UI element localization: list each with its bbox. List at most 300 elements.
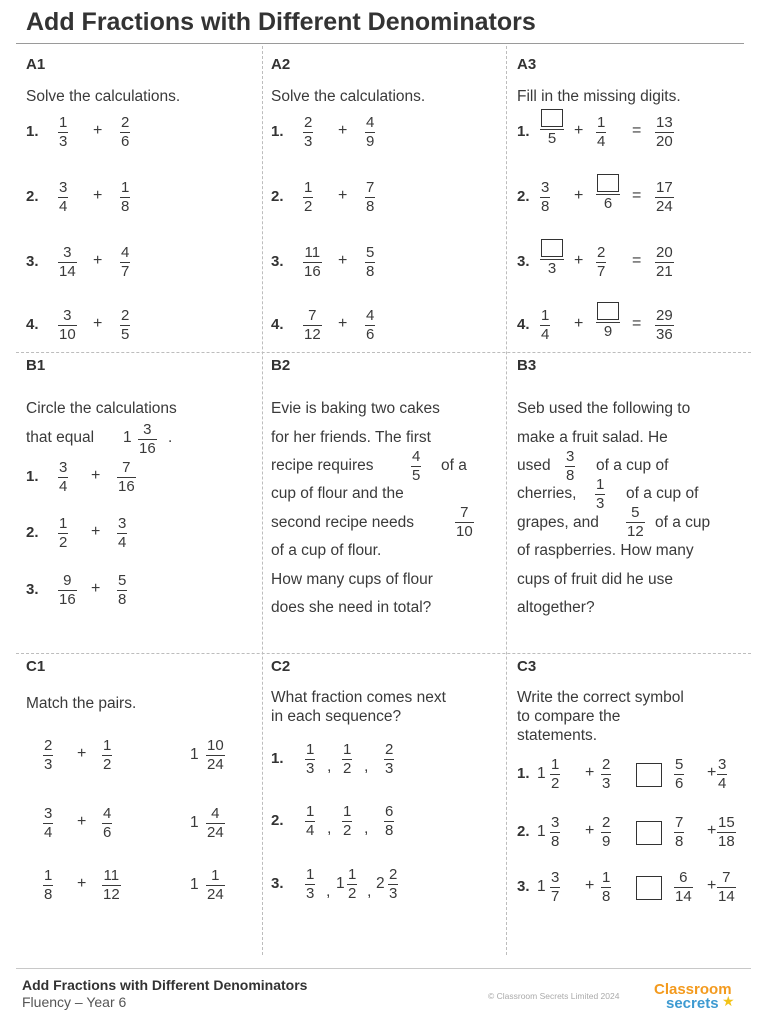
fraction-a	[58, 245, 77, 280]
denominator: 24	[207, 886, 224, 903]
whole-number: 1	[537, 765, 546, 782]
question-number: 1.	[517, 765, 530, 782]
fraction-a	[550, 757, 560, 792]
denominator: 7	[551, 888, 560, 905]
whole-number: 1	[190, 814, 199, 831]
plus-sign: +	[338, 315, 348, 332]
plus-sign: +	[91, 580, 101, 597]
fraction-c	[674, 757, 684, 792]
fraction-d	[717, 870, 736, 905]
numerator: 1	[304, 179, 313, 196]
whole-number: 1	[537, 878, 546, 895]
fraction-b	[601, 870, 611, 905]
instruction-c3: Write the correct symbol	[517, 689, 684, 706]
b3-text-line: cups of fruit did he use	[517, 571, 673, 588]
denominator: 2	[348, 885, 357, 902]
numerator: 2	[385, 741, 394, 758]
numerator: 1	[541, 307, 550, 324]
comma: ,	[326, 883, 331, 900]
numerator: 3	[44, 805, 53, 822]
denominator: 6	[121, 133, 130, 150]
inline-fraction	[411, 449, 421, 484]
section-label-b2: B2	[271, 357, 291, 374]
numerator: 3	[59, 179, 68, 196]
instruction-a3: Fill in the missing digits.	[517, 88, 681, 105]
denominator: 12	[103, 886, 120, 903]
match-left-fraction-a	[43, 868, 53, 903]
denominator: 16	[118, 478, 135, 495]
denominator: 2	[59, 534, 68, 551]
question-number: 4.	[517, 316, 530, 333]
denominator: 16	[304, 263, 321, 280]
comma: ,	[327, 758, 332, 775]
whole-number: 2	[376, 875, 385, 892]
sequence-term-2	[342, 742, 352, 777]
match-left-fraction-b	[102, 806, 112, 841]
denominator: 8	[44, 886, 53, 903]
instruction-c1: Match the pairs.	[26, 695, 137, 712]
fraction-b	[596, 174, 620, 212]
question-number: 2.	[26, 524, 39, 541]
b3-text-line: cherries,	[517, 485, 577, 502]
equals-sign: =	[632, 122, 642, 139]
column-divider-1	[262, 46, 263, 955]
fraction-a	[58, 573, 77, 608]
denominator: 8	[118, 591, 127, 608]
match-right-fraction	[206, 806, 225, 841]
missing-digit-box[interactable]	[596, 174, 620, 194]
numerator: 1	[103, 737, 112, 754]
section-label-a1: A1	[26, 56, 46, 73]
denominator: 4	[59, 198, 68, 215]
numerator: 2	[602, 814, 611, 831]
denominator: 3	[304, 133, 313, 150]
comma: ,	[367, 883, 372, 900]
b1-text-line: Circle the calculations	[26, 400, 177, 417]
section-label-a2: A2	[271, 56, 291, 73]
fraction-a	[303, 308, 322, 343]
numerator: 1	[121, 179, 130, 196]
numerator: 1	[44, 867, 53, 884]
fraction-result	[655, 308, 674, 343]
period: .	[168, 429, 173, 446]
numerator: 5	[118, 572, 127, 589]
numerator: 1	[306, 866, 315, 883]
numerator: 29	[656, 307, 673, 324]
denominator: 8	[602, 888, 611, 905]
fraction-a	[550, 815, 560, 850]
b2-text-line: of a	[441, 457, 467, 474]
numerator: 15	[718, 814, 735, 831]
instruction-a2: Solve the calculations.	[271, 88, 426, 105]
comma: ,	[327, 820, 332, 837]
fraction-a	[303, 180, 313, 215]
denominator: 8	[675, 833, 684, 850]
denominator: 7	[597, 263, 606, 280]
column-divider-2	[506, 46, 507, 955]
numerator: 2	[44, 737, 53, 754]
b3-text-line: altogether?	[517, 599, 595, 616]
fraction-b	[120, 245, 130, 280]
denominator: 4	[59, 478, 68, 495]
row-divider-2	[16, 653, 751, 654]
question-number: 3.	[271, 253, 284, 270]
instruction-a1: Solve the calculations.	[26, 88, 181, 105]
numerator: 5	[366, 244, 375, 261]
instruction-c3: to compare the	[517, 708, 621, 725]
numerator: 1	[343, 741, 352, 758]
numerator: 4	[121, 244, 130, 261]
equals-sign: =	[632, 315, 642, 332]
logo-line-2: secrets	[666, 995, 719, 1012]
plus-sign: +	[91, 523, 101, 540]
fraction-c	[674, 815, 684, 850]
denominator: 9	[366, 133, 375, 150]
numerator: 7	[122, 459, 131, 476]
numerator: 5	[675, 756, 684, 773]
denominator: 8	[385, 822, 394, 839]
page-title: Add Fractions with Different Denominators	[26, 8, 536, 36]
answer-box[interactable]	[597, 302, 619, 320]
denominator: 3	[44, 756, 53, 773]
plus-sign: +	[338, 187, 348, 204]
denominator: 4	[306, 822, 315, 839]
numerator: 1	[596, 476, 605, 493]
footer-divider	[16, 968, 751, 969]
numerator: 3	[63, 307, 72, 324]
b2-text-line: How many cups of flour	[271, 571, 433, 588]
b3-text-line: used	[517, 457, 551, 474]
plus-sign: +	[77, 745, 87, 762]
denominator: 2	[551, 775, 560, 792]
denominator: 3	[602, 775, 611, 792]
question-number: 3.	[517, 253, 530, 270]
sequence-term-3	[388, 867, 398, 902]
answer-box[interactable]	[541, 109, 563, 127]
question-number: 3.	[271, 875, 284, 892]
numerator: 7	[460, 504, 469, 521]
match-left-fraction-b	[102, 738, 112, 773]
section-label-c2: C2	[271, 658, 291, 675]
plus-sign: +	[585, 764, 595, 781]
inline-fraction	[565, 449, 575, 484]
denominator: 8	[121, 198, 130, 215]
numerator: 3	[63, 244, 72, 261]
comma: ,	[364, 820, 369, 837]
fraction-b	[596, 245, 606, 280]
numerator: 4	[366, 307, 375, 324]
denominator: 3	[306, 885, 315, 902]
fraction-result	[655, 245, 674, 280]
question-number: 2.	[26, 188, 39, 205]
denominator: 8	[366, 263, 375, 280]
sequence-term-2	[342, 804, 352, 839]
numerator: 3	[59, 459, 68, 476]
fraction-b	[601, 815, 611, 850]
row-divider-1	[16, 352, 751, 353]
b3-text-line: grapes, and	[517, 514, 599, 531]
denominator: 5	[412, 467, 421, 484]
plus-sign: +	[574, 252, 584, 269]
fraction-a	[58, 516, 68, 551]
denominator: 6	[366, 326, 375, 343]
fraction-b	[365, 308, 375, 343]
fraction-result	[655, 180, 674, 215]
b3-text-line: Seb used the following to	[517, 400, 691, 417]
comparison-answer-box[interactable]	[636, 763, 662, 787]
denominator: 3	[540, 259, 564, 277]
denominator: 24	[207, 824, 224, 841]
numerator: 2	[389, 866, 398, 883]
plus-sign: +	[585, 822, 595, 839]
denominator: 24	[207, 756, 224, 773]
question-number: 2.	[271, 188, 284, 205]
plus-sign: +	[77, 813, 87, 830]
denominator: 2	[103, 756, 112, 773]
missing-digit-box[interactable]	[540, 109, 564, 129]
denominator: 16	[139, 440, 156, 457]
numerator: 1	[551, 756, 560, 773]
numerator: 3	[718, 756, 727, 773]
numerator: 2	[304, 114, 313, 131]
denominator: 2	[343, 760, 352, 777]
plus-sign: +	[574, 187, 584, 204]
fraction-a	[550, 870, 560, 905]
fraction-b	[365, 245, 375, 280]
denominator: 14	[59, 263, 76, 280]
denominator: 16	[59, 591, 76, 608]
denominator: 12	[627, 523, 644, 540]
question-number: 2.	[517, 823, 530, 840]
fraction-a	[58, 115, 68, 150]
denominator: 18	[718, 833, 735, 850]
denominator: 9	[602, 833, 611, 850]
denominator: 7	[121, 263, 130, 280]
plus-sign: +	[707, 877, 717, 894]
fraction-b	[120, 308, 130, 343]
plus-sign: +	[93, 252, 103, 269]
fraction-a	[540, 308, 550, 343]
question-number: 4.	[26, 316, 39, 333]
numerator: 2	[602, 756, 611, 773]
numerator: 7	[675, 814, 684, 831]
fraction-a	[540, 180, 550, 215]
fraction-a	[58, 460, 68, 495]
denominator: 6	[675, 775, 684, 792]
denominator: 9	[596, 322, 620, 340]
b1-text-line: that equal	[26, 429, 95, 446]
whole-number: 1	[190, 876, 199, 893]
b2-text-line: cup of flour and the	[271, 485, 404, 502]
question-number: 1.	[26, 468, 39, 485]
plus-sign: +	[338, 122, 348, 139]
whole-number: 1	[190, 746, 199, 763]
inline-fraction	[626, 505, 645, 540]
denominator: 8	[541, 198, 550, 215]
numerator: 6	[385, 803, 394, 820]
numerator: 3	[541, 179, 550, 196]
plus-sign: +	[338, 252, 348, 269]
plus-sign: +	[93, 187, 103, 204]
sequence-term-3	[384, 742, 394, 777]
fraction-d	[717, 815, 736, 850]
fraction-b	[120, 115, 130, 150]
fraction-b	[117, 460, 136, 495]
numerator: 1	[59, 114, 68, 131]
question-number: 1.	[517, 123, 530, 140]
numerator: 4	[366, 114, 375, 131]
sequence-term-2	[347, 867, 357, 902]
numerator: 6	[679, 869, 688, 886]
denominator: 6	[596, 194, 620, 212]
question-number: 2.	[271, 812, 284, 829]
denominator: 4	[541, 326, 550, 343]
fraction-b	[601, 757, 611, 792]
plus-sign: +	[93, 122, 103, 139]
question-number: 1.	[271, 750, 284, 767]
section-label-b3: B3	[517, 357, 537, 374]
missing-digit-box[interactable]	[540, 239, 564, 259]
answer-box[interactable]	[541, 239, 563, 257]
plus-sign: +	[93, 315, 103, 332]
denominator: 8	[366, 198, 375, 215]
fraction-a	[540, 239, 564, 277]
numerator: 2	[597, 244, 606, 261]
denominator: 8	[566, 467, 575, 484]
missing-digit-box[interactable]	[596, 302, 620, 322]
target-fraction	[138, 422, 157, 457]
match-left-fraction-b	[102, 868, 121, 903]
sequence-term-1	[305, 867, 315, 902]
whole-number: 1	[336, 875, 345, 892]
numerator: 5	[631, 504, 640, 521]
comparison-answer-box[interactable]	[636, 821, 662, 845]
denominator: 5	[121, 326, 130, 343]
equals-sign: =	[632, 252, 642, 269]
denominator: 36	[656, 326, 673, 343]
denominator: 2	[304, 198, 313, 215]
denominator: 14	[675, 888, 692, 905]
numerator: 3	[551, 869, 560, 886]
title-divider	[16, 43, 744, 44]
footer-subtitle: Fluency – Year 6	[22, 994, 127, 1010]
b2-text-line: for her friends. The first	[271, 429, 431, 446]
instruction-c2: What fraction comes next	[271, 689, 446, 706]
numerator: 17	[656, 179, 673, 196]
fraction-b	[596, 115, 606, 150]
plus-sign: +	[574, 122, 584, 139]
numerator: 7	[308, 307, 317, 324]
numerator: 1	[597, 114, 606, 131]
whole-number: 1	[537, 823, 546, 840]
numerator: 1	[306, 803, 315, 820]
fraction-result	[655, 115, 674, 150]
equals-sign: =	[632, 187, 642, 204]
denominator: 8	[551, 833, 560, 850]
fraction-c	[674, 870, 693, 905]
numerator: 4	[412, 448, 421, 465]
sequence-term-1	[305, 804, 315, 839]
answer-box[interactable]	[597, 174, 619, 192]
numerator: 1	[211, 867, 220, 884]
fraction-a	[303, 115, 313, 150]
b2-text-line: second recipe needs	[271, 514, 415, 531]
denominator: 3	[385, 760, 394, 777]
match-right-fraction	[206, 868, 225, 903]
numerator: 2	[121, 114, 130, 131]
b2-text-line: Evie is baking two cakes	[271, 400, 440, 417]
denominator: 4	[597, 133, 606, 150]
numerator: 1	[348, 866, 357, 883]
numerator: 10	[207, 737, 224, 754]
numerator: 11	[304, 244, 321, 261]
fraction-a	[58, 308, 77, 343]
inline-fraction	[455, 505, 474, 540]
numerator: 1	[306, 741, 315, 758]
sequence-term-1	[305, 742, 315, 777]
numerator: 3	[118, 515, 127, 532]
plus-sign: +	[77, 875, 87, 892]
b2-text-line: recipe requires	[271, 457, 374, 474]
denominator: 14	[718, 888, 735, 905]
denominator: 21	[656, 263, 673, 280]
footer-copyright: © Classroom Secrets Limited 2024	[488, 991, 620, 1001]
numerator: 9	[63, 572, 72, 589]
denominator: 2	[343, 822, 352, 839]
denominator: 3	[59, 133, 68, 150]
logo-line-1: Classroom	[654, 981, 732, 998]
b2-text-line: of a cup of flour.	[271, 542, 382, 559]
comparison-answer-box[interactable]	[636, 876, 662, 900]
question-number: 1.	[26, 123, 39, 140]
fraction-b	[596, 302, 620, 340]
fraction-a	[540, 109, 564, 147]
denominator: 10	[456, 523, 473, 540]
match-left-fraction-a	[43, 738, 53, 773]
numerator: 7	[366, 179, 375, 196]
fraction-b	[365, 180, 375, 215]
fraction-a	[58, 180, 68, 215]
denominator: 4	[118, 534, 127, 551]
numerator: 13	[656, 114, 673, 131]
denominator: 5	[540, 129, 564, 147]
match-right-fraction	[206, 738, 225, 773]
fraction-b	[365, 115, 375, 150]
numerator: 1	[59, 515, 68, 532]
plus-sign: +	[91, 467, 101, 484]
plus-sign: +	[574, 315, 584, 332]
plus-sign: +	[707, 764, 717, 781]
instruction-c3: statements.	[517, 727, 598, 744]
whole-number: 1	[123, 429, 132, 446]
numerator: 20	[656, 244, 673, 261]
denominator: 4	[718, 775, 727, 792]
b3-text-line: make a fruit salad. He	[517, 429, 668, 446]
plus-sign: +	[707, 822, 717, 839]
footer-title: Add Fractions with Different Denominators	[22, 977, 308, 993]
denominator: 6	[103, 824, 112, 841]
denominator: 3	[596, 495, 605, 512]
section-label-a3: A3	[517, 56, 537, 73]
question-number: 1.	[271, 123, 284, 140]
denominator: 24	[656, 198, 673, 215]
question-number: 2.	[517, 188, 530, 205]
denominator: 10	[59, 326, 76, 343]
question-number: 3.	[26, 253, 39, 270]
fraction-b	[117, 573, 127, 608]
section-label-b1: B1	[26, 357, 46, 374]
numerator: 4	[103, 805, 112, 822]
